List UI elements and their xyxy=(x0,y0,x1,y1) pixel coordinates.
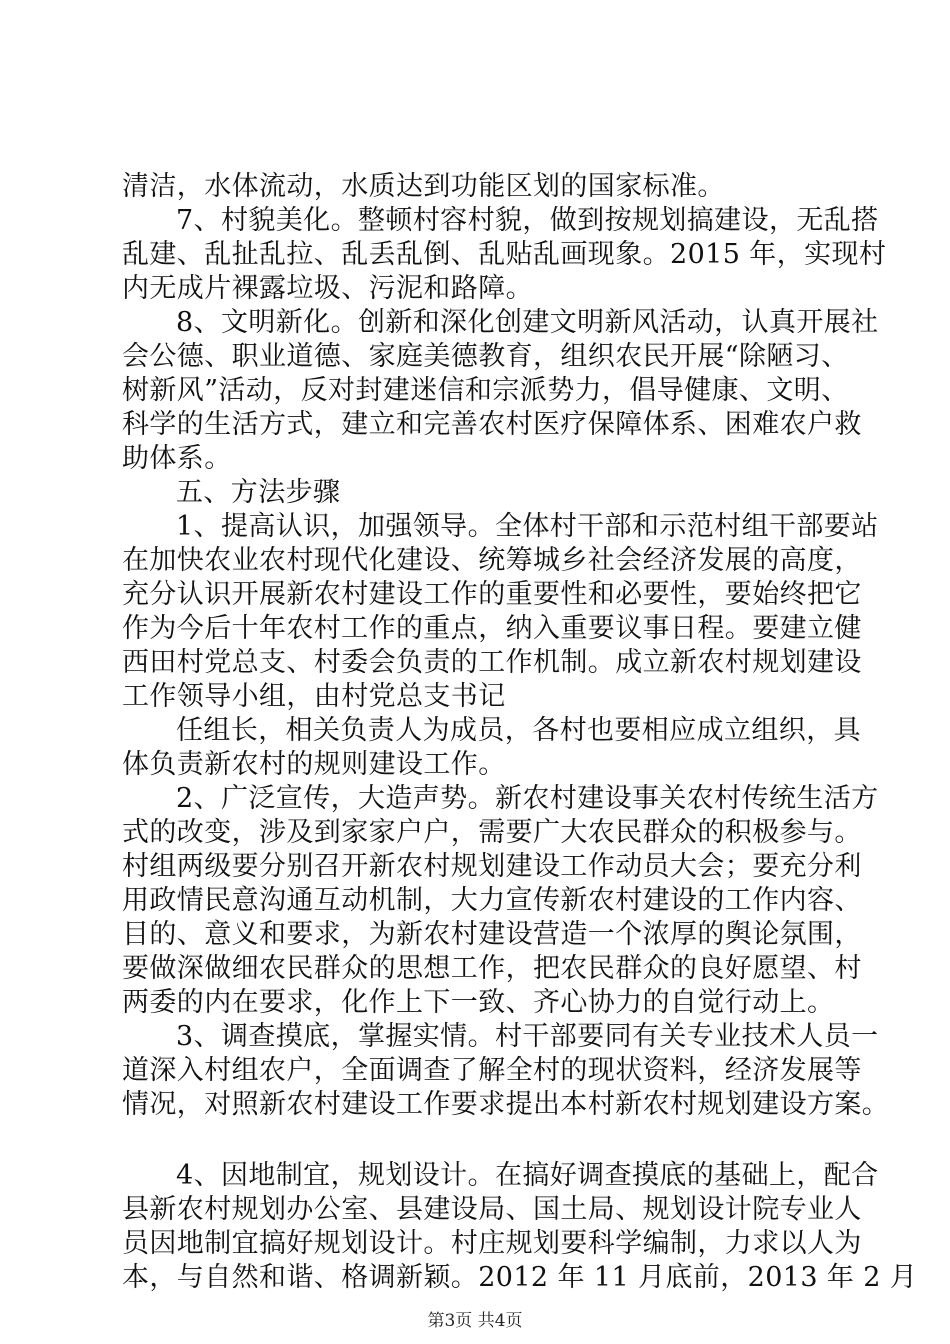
text-line: 本，与自然和谐、格调新颖。2012 年 11 月底前，2013 年 2 月 xyxy=(122,1262,918,1293)
text-line: 4、因地制宜，规划设计。在搞好调查摸底的基础上，配合 xyxy=(176,1160,879,1191)
text-line: 任组长，相关负责人为成员，各村也要相应成立组织，具 xyxy=(176,715,861,746)
text-line: 3、调查摸底，掌握实情。村干部要同有关专业技术人员一 xyxy=(176,1021,879,1052)
text-line: 助体系。 xyxy=(122,443,232,474)
text-line: 清洁，水体流动，水质达到功能区划的国家标准。 xyxy=(122,171,725,202)
text-line: 1、提高认识，加强领导。全体村干部和示范村组干部要站 xyxy=(176,511,879,542)
text-line: 道深入村组农户，全面调查了解全村的现状资料，经济发展等 xyxy=(122,1055,862,1086)
text-line: 8、文明新化。创新和深化创建文明新风活动，认真开展社 xyxy=(176,307,879,338)
text-line: 科学的生活方式，建立和完善农村医疗保障体系、困难农户救 xyxy=(122,409,862,440)
text-line: 乱建、乱扯乱拉、乱丢乱倒、乱贴乱画现象。2015 年，实现村 xyxy=(122,239,887,270)
text-line: 目的、意义和要求，为新农村建设营造一个浓厚的舆论氛围， xyxy=(122,919,862,950)
text-line: 西田村党总支、村委会负责的工作机制。成立新农村规划建设 xyxy=(122,647,862,678)
text-line: 内无成片裸露垃圾、污泥和路障。 xyxy=(122,273,533,304)
text-line: 树新风”活动，反对封建迷信和宗派势力，倡导健康、文明、 xyxy=(122,375,849,406)
text-line: 会公德、职业道德、家庭美德教育，组织农民开展“除陋习、 xyxy=(122,341,849,372)
text-line: 员因地制宜搞好规划设计。村庄规划要科学编制，力求以人为 xyxy=(122,1228,862,1259)
page-footer: 第3页 共4页 xyxy=(427,1311,523,1331)
text-line: 2、广泛宣传，大造声势。新农村建设事关农村传统生活方 xyxy=(176,783,879,814)
text-line: 用政情民意沟通互动机制，大力宣传新农村建设的工作内容、 xyxy=(122,885,862,916)
section-heading: 五、方法步骤 xyxy=(176,477,341,508)
text-line: 充分认识开展新农村建设工作的重要性和必要性，要始终把它 xyxy=(122,579,862,610)
text-line: 村组两级要分别召开新农村规划建设工作动员大会；要充分利 xyxy=(122,851,862,882)
text-line: 要做深做细农民群众的思想工作，把农民群众的良好愿望、村 xyxy=(122,953,862,984)
text-line: 7、村貌美化。整顿村容村貌，做到按规划搞建设，无乱搭 xyxy=(176,205,879,236)
text-line: 在加快农业农村现代化建设、统筹城乡社会经济发展的高度， xyxy=(122,545,862,576)
text-line: 县新农村规划办公室、县建设局、国土局、规划设计院专业人 xyxy=(122,1194,862,1225)
text-line: 两委的内在要求，化作上下一致、齐心协力的自觉行动上。 xyxy=(122,987,835,1018)
text-line: 情况，对照新农村建设工作要求提出本村新农村规划建设方案。 xyxy=(122,1089,890,1120)
text-line: 式的改变，涉及到家家户户，需要广大农民群众的积极参与。 xyxy=(122,817,862,848)
text-line: 工作领导小组，由村党总支书记 xyxy=(122,681,506,712)
text-line: 作为今后十年农村工作的重点，纳入重要议事日程。要建立健 xyxy=(122,613,862,644)
text-line: 体负责新农村的规则建设工作。 xyxy=(122,749,506,780)
